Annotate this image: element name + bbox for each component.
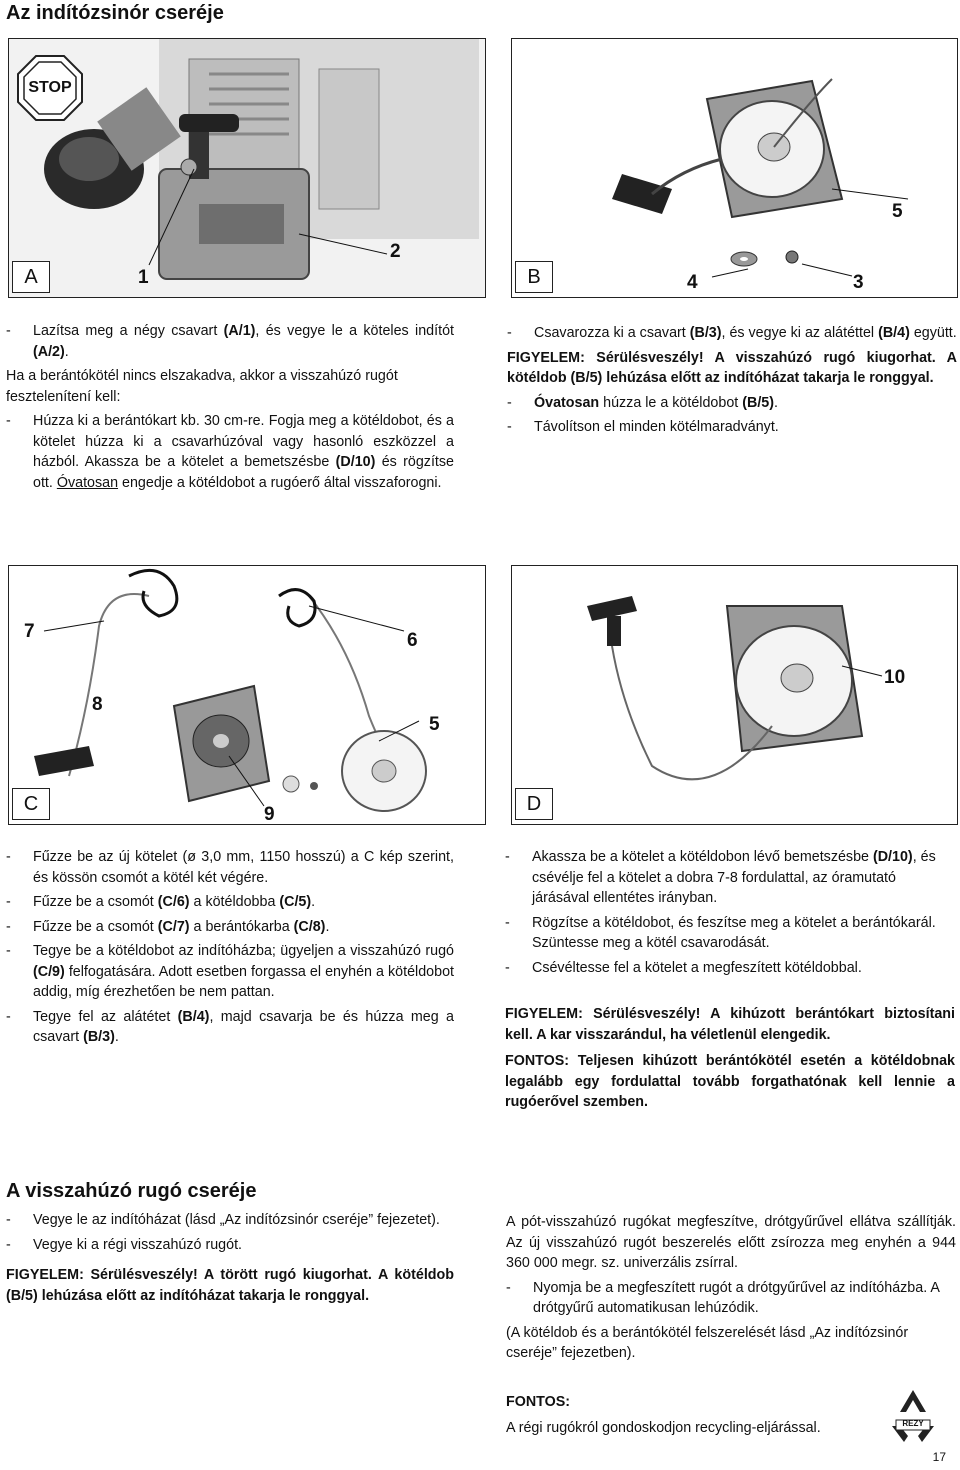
instructions-c [6, 847, 454, 1048]
step-rewind-rope: - Csévéltesse fel a kötelet a megfeszített kötéldobbal. [505, 958, 955, 979]
step-remove-rope: - Távolítson el minden kötélmaradványt. [507, 417, 957, 438]
callout-3: 3 [853, 272, 864, 293]
section-title: Az indítózsinór cseréje [6, 2, 224, 24]
step-insert-spring: - Nyomja be a megfeszített rugót a drótgyűrűvel az indítóházba. A drótgyűrű automatikusan lehúzódik. [506, 1278, 956, 1319]
callout-4: 4 [687, 272, 698, 293]
callout-6: 6 [407, 630, 418, 651]
figure-d-label: D [515, 788, 553, 820]
step-remove-housing: - Vegye le az indítóházat (lásd „Az indítózsinór cseréje” fejezetet). [6, 1210, 454, 1231]
callout-7: 7 [24, 621, 35, 642]
paragraph-see-chapter: (A kötéldob és a berántókötél felszerelését lásd „Az indítózsinór cseréje” fejezetben). [506, 1324, 909, 1361]
page-number: 17 [932, 1450, 946, 1464]
important-note: FONTOS: Teljesen kihúzott berántókötél esetén a kötéldobnak legalább egy fordulattal tovább forgathatónak kell lennie a rugóerővel szemben. [505, 1053, 955, 1110]
rope-assembly-illustration [9, 566, 485, 824]
callout-2: 2 [390, 241, 401, 262]
callout-5: 5 [892, 201, 903, 222]
figure-b [511, 38, 958, 298]
callout-10: 10 [884, 667, 906, 688]
step-pull-handle: - Húzza ki a berántókart kb. 30 cm-re. Fogja meg a kötéldobot, és a kötelet húzza ki a csavarhúzóval vagy hasonló eszközzel a házból. Akassza be a kötelet a bemetszésbe (D/10) és rögzítse ott. Óvatosan engedje a kötéldobot a rugóerő által visszaforogni. [6, 411, 454, 493]
callout-5: 5 [429, 714, 440, 735]
step-thread-new-rope: - Fűzze be az új kötelet (ø 3,0 mm, 1150 hosszú) a C kép szerint, és kössön csomót a kötél két végére. [6, 847, 454, 888]
assembled-starter-illustration [512, 566, 957, 824]
stop-sign-text: STOP [28, 79, 72, 96]
warning-handle: FIGYELEM: Sérülésveszély! A kihúzott berántókart biztosítani kell. A kar visszarándul, ha véletlenül elengedik. [505, 1006, 955, 1043]
figure-a-label: A [12, 261, 50, 293]
figure-c [8, 565, 486, 825]
instructions-a [6, 321, 454, 493]
section-title-spring: A visszahúzó rugó cseréje [6, 1180, 257, 1202]
starter-housing-illustration [512, 39, 957, 297]
step-hook-rope: - Akassza be a kötelet a kötéldobon lévő bemetszésbe (D/10), és csévélje fel a kötelet a dobra 7-8 fordulattal, az óramutató járásával ellentétes irányban. [505, 847, 955, 909]
step-unscrew: - Csavarozza ki a csavart (B/3), és vegye ki az alátéttel (B/4) együtt. [507, 323, 957, 344]
important-title: FONTOS: [506, 1394, 571, 1410]
figure-c-label: C [12, 788, 50, 820]
important-text: A régi rugókról gondoskodjon recycling-eljárással. [506, 1419, 821, 1436]
callout-8: 8 [92, 694, 103, 715]
spring-instructions-left [6, 1210, 454, 1306]
step-remove-drum: - Óvatosan húzza le a kötéldobot (B/5). [507, 393, 957, 414]
recycle-logo-text: REZY [902, 1419, 924, 1428]
paragraph-replacement-spring: A pót-visszahúzó rugókat megfeszítve, drótgyűrűvel ellátva szállítják. Az új visszahúzó rugót beszerelés előtt zsírozza meg enyhén a 944 360 000 megr. sz. univerzális zsírral. [506, 1214, 956, 1271]
instructions-d [505, 847, 955, 1113]
recycle-icon [882, 1386, 944, 1444]
callout-1: 1 [138, 267, 149, 288]
figure-a [8, 38, 486, 298]
callout-lines [9, 39, 485, 297]
step-thread-knot-handle: - Fűzze be a csomót (C/7) a berántókarba (C/8). [6, 917, 454, 938]
warning-broken-spring: FIGYELEM: Sérülésveszély! A törött rugó kiugorhat. A kötéldob (B/5) lehúzása előtt az indítóházat takarja le ronggyal. [6, 1267, 454, 1304]
step-fit-washer: - Tegye fel az alátétet (B/4), majd csavarja be és húzza meg a csavart (B/3). [6, 1007, 454, 1048]
paragraph-release-spring: Ha a berántókötél nincs elszakadva, akkor a visszahúzó rugót fesztelenítení kell: [6, 368, 398, 405]
callout-9: 9 [264, 804, 275, 825]
figure-d [511, 565, 958, 825]
step-remove-spring: - Vegye ki a régi visszahúzó rugót. [6, 1235, 454, 1256]
instructions-b [507, 323, 957, 438]
warning-spring: FIGYELEM: Sérülésveszély! A visszahúzó rugó kiugorhat. A kötéldob (B/5) lehúzása előtt az indítóházat takarja le ronggyal. [507, 349, 957, 386]
figure-b-label: B [515, 261, 553, 293]
step-insert-drum: - Tegye be a kötéldobot az indítóházba; ügyeljen a visszahúzó rugó (C/9) felfogatására. Adott esetben forgassa el enyhén a kötéldobot addig, míg érezhetően be nem pattan. [6, 941, 454, 1003]
recycling-note [506, 1392, 906, 1438]
step-loosen-screws: - Lazítsa meg a négy csavart (A/1), és vegye le a köteles indítót (A/2). [6, 321, 454, 362]
spring-instructions-right [506, 1212, 956, 1364]
step-thread-knot-drum: - Fűzze be a csomót (C/6) a kötéldobba (C/5). [6, 892, 454, 913]
step-fix-drum: - Rögzítse a kötéldobot, és feszítse meg a kötelet a berántókarál. Szüntesse meg a kötél csavarodását. [505, 913, 955, 954]
